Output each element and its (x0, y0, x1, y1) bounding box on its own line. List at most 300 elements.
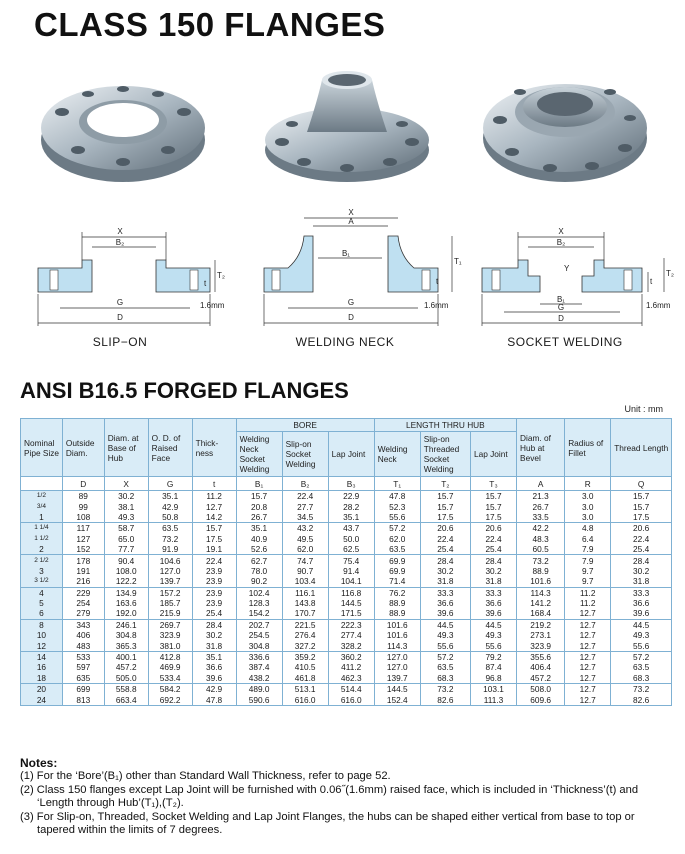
table-cell: 163.6 (104, 598, 148, 608)
col-header: Thick- ness (192, 419, 236, 477)
table-cell: 533 (62, 651, 104, 662)
table-cell: 400.1 (104, 651, 148, 662)
symbol-cell: Q (611, 477, 672, 491)
table-cell: 99 (62, 501, 104, 511)
table-cell: 7.9 (565, 544, 611, 555)
dim-x-label: X (348, 208, 354, 217)
table-cell: 514.4 (328, 684, 374, 695)
table-cell: 25.4 (420, 544, 470, 555)
symbol-cell: B₂ (282, 477, 328, 491)
symbol-cell: D (62, 477, 104, 491)
pipe-size-cell: 2 1/2 (21, 555, 63, 566)
table-cell: 11.2 (565, 598, 611, 608)
dim-thickness-label: t (204, 279, 207, 288)
table-cell: 276.4 (282, 630, 328, 640)
table-cell: 19.1 (192, 544, 236, 555)
table-row (21, 608, 672, 619)
table-cell: 23.9 (192, 576, 236, 587)
table-cell: 141.2 (517, 598, 565, 608)
table-cell: 609.6 (517, 694, 565, 705)
table-cell: 328.2 (328, 640, 374, 651)
table-cell: 68.3 (611, 673, 672, 684)
table-cell: 229 (62, 587, 104, 598)
pipe-size-cell: 24 (21, 694, 63, 705)
table-cell: 116.1 (282, 587, 328, 598)
col-header: Slip-on Socket Welding (282, 432, 328, 477)
table-cell: 9.7 (565, 566, 611, 576)
col-header: Outside Diam. (62, 419, 104, 477)
table-cell: 304.8 (236, 640, 282, 651)
table-cell: 3.0 (565, 512, 611, 523)
table-row (21, 640, 672, 651)
table-cell: 12.7 (565, 673, 611, 684)
table-cell: 90.4 (104, 555, 148, 566)
dim-b2-label: B₂ (115, 238, 125, 247)
table-cell: 88.9 (374, 598, 420, 608)
table-cell: 36.6 (420, 598, 470, 608)
table-cell: 55.6 (471, 640, 517, 651)
table-cell: 489.0 (236, 684, 282, 695)
table-cell: 20.6 (611, 523, 672, 534)
dim-b1-label: B₁ (556, 295, 566, 304)
table-cell: 69.9 (374, 566, 420, 576)
table-cell: 63.5 (420, 662, 470, 672)
dim-thickness-label: t (650, 277, 653, 286)
table-cell: 508.0 (517, 684, 565, 695)
raised-face-label: 1.6mm (200, 301, 225, 310)
table-cell: 15.7 (192, 523, 236, 534)
table-cell: 39.6 (471, 608, 517, 619)
pipe-size-cell: 5 (21, 598, 63, 608)
dim-b2-label: B₂ (556, 238, 566, 247)
table-cell: 157.2 (148, 587, 192, 598)
table-cell: 343 (62, 619, 104, 630)
welding-neck-flange-photo (262, 62, 432, 187)
table-cell: 3.0 (565, 491, 611, 502)
table-cell: 79.2 (471, 651, 517, 662)
table-cell: 21.3 (517, 491, 565, 502)
dim-g-label: G (347, 298, 355, 307)
table-cell: 55.6 (420, 640, 470, 651)
symbol-cell: X (104, 477, 148, 491)
table-cell: 74.7 (282, 555, 328, 566)
note-item: (2) Class 150 flanges except Lap Joint will be furnished with 0.06˝(1.6mm) raised face, which is included in ‘Thickness’(t) and ‘Length through Hub’(T₁),(T₂). (20, 783, 639, 810)
table-cell: 49.3 (611, 630, 672, 640)
symbol-cell: B₃ (328, 477, 374, 491)
table-cell: 152 (62, 544, 104, 555)
table-cell: 50.0 (328, 534, 374, 544)
pipe-size-cell: 18 (21, 673, 63, 684)
table-cell: 33.3 (471, 587, 517, 598)
col-header: Slip-on Threaded Socket Welding (420, 432, 470, 477)
table-cell: 82.6 (611, 694, 672, 705)
table-cell: 28.2 (328, 501, 374, 511)
table-row (21, 523, 672, 534)
col-header: Diam. of Hub at Bevel (517, 419, 565, 477)
table-cell: 387.4 (236, 662, 282, 672)
table-cell: 25.4 (611, 544, 672, 555)
table-cell: 52.3 (374, 501, 420, 511)
table-cell: 277.4 (328, 630, 374, 640)
pipe-size-cell: 20 (21, 684, 63, 695)
table-cell: 102.4 (236, 587, 282, 598)
note-item: (1) For the ‘Bore’(B₁) other than Standard Wall Thickness, refer to page 52. (20, 770, 391, 783)
table-cell: 88.9 (374, 608, 420, 619)
table-cell: 42.2 (517, 523, 565, 534)
col-header: Radius of Fillet (565, 419, 611, 477)
table-cell: 62.0 (282, 544, 328, 555)
table-cell: 30.2 (420, 566, 470, 576)
table-cell: 90.2 (236, 576, 282, 587)
table-cell: 15.7 (420, 501, 470, 511)
table-cell: 15.7 (611, 501, 672, 511)
table-cell: 254.5 (236, 630, 282, 640)
welding-neck-diagram (258, 200, 462, 330)
table-row (21, 673, 672, 684)
pipe-size-cell: 1/2 (21, 491, 63, 502)
table-cell: 406.4 (517, 662, 565, 672)
table-cell: 25.4 (471, 544, 517, 555)
table-cell: 15.7 (611, 491, 672, 502)
table-cell: 88.9 (517, 566, 565, 576)
table-cell: 96.8 (471, 673, 517, 684)
table-row (21, 576, 672, 587)
table-cell: 279 (62, 608, 104, 619)
table-cell: 87.4 (471, 662, 517, 672)
table-cell: 33.3 (420, 587, 470, 598)
pipe-size-cell: 1 1/2 (21, 534, 63, 544)
table-cell: 616.0 (282, 694, 328, 705)
table-cell: 82.6 (420, 694, 470, 705)
table-cell: 127.0 (374, 651, 420, 662)
table-cell: 42.9 (192, 684, 236, 695)
table-cell: 597 (62, 662, 104, 672)
welding-neck-caption: WELDING NECK (295, 335, 395, 349)
dim-x-label: X (117, 227, 123, 236)
table-row (21, 684, 672, 695)
table-cell: 40.9 (236, 534, 282, 544)
table-cell: 533.4 (148, 673, 192, 684)
table-cell: 3.0 (565, 501, 611, 511)
dim-t1-label: T₁ (454, 257, 462, 266)
table-cell: 23.9 (192, 598, 236, 608)
table-cell: 170.7 (282, 608, 328, 619)
symbol-cell: A (517, 477, 565, 491)
table-cell: 44.5 (420, 619, 470, 630)
table-cell: 104.6 (148, 555, 192, 566)
socket-welding-diagram (478, 200, 678, 330)
dim-t2-label: T₂ (217, 271, 225, 280)
dim-thickness-label: t (436, 277, 439, 286)
pipe-size-cell: 4 (21, 587, 63, 598)
symbol-cell: T₂ (420, 477, 470, 491)
table-cell: 73.2 (148, 534, 192, 544)
table-cell: 73.2 (517, 555, 565, 566)
table-cell: 191 (62, 566, 104, 576)
table-cell: 327.2 (282, 640, 328, 651)
table-row (21, 544, 672, 555)
symbol-cell (21, 477, 63, 491)
table-cell: 12.7 (565, 662, 611, 672)
col-header: Lap Joint (328, 432, 374, 477)
table-cell: 215.9 (148, 608, 192, 619)
table-cell: 469.9 (148, 662, 192, 672)
table-cell: 30.2 (192, 630, 236, 640)
table-cell: 26.7 (517, 501, 565, 511)
table-cell: 114.3 (517, 587, 565, 598)
symbol-cell: B₁ (236, 477, 282, 491)
table-cell: 192.0 (104, 608, 148, 619)
table-cell: 108.0 (104, 566, 148, 576)
table-cell: 47.8 (374, 491, 420, 502)
table-cell: 57.2 (611, 651, 672, 662)
table-cell: 221.5 (282, 619, 328, 630)
dim-d-label: D (117, 313, 123, 322)
table-cell: 14.2 (192, 512, 236, 523)
table-cell: 127.0 (374, 662, 420, 672)
table-cell: 30.2 (611, 566, 672, 576)
table-cell: 254 (62, 598, 104, 608)
table-cell: 20.6 (420, 523, 470, 534)
table-cell: 246.1 (104, 619, 148, 630)
table-cell: 134.9 (104, 587, 148, 598)
table-cell: 12.7 (565, 608, 611, 619)
table-cell: 75.4 (328, 555, 374, 566)
table-cell: 28.4 (192, 619, 236, 630)
table-cell: 39.6 (192, 673, 236, 684)
table-cell: 57.2 (420, 651, 470, 662)
pipe-size-cell: 6 (21, 608, 63, 619)
table-cell: 62.0 (374, 534, 420, 544)
table-cell: 616.0 (328, 694, 374, 705)
table-cell: 411.2 (328, 662, 374, 672)
table-cell: 457.2 (517, 673, 565, 684)
table-row (21, 534, 672, 544)
table-cell: 406 (62, 630, 104, 640)
table-cell: 813 (62, 694, 104, 705)
table-cell: 31.8 (420, 576, 470, 587)
table-cell: 35.1 (192, 651, 236, 662)
table-cell: 49.3 (420, 630, 470, 640)
table-cell: 48.3 (517, 534, 565, 544)
pipe-size-cell: 10 (21, 630, 63, 640)
col-header: Thread Length (611, 419, 672, 477)
symbol-cell: G (148, 477, 192, 491)
unit-label: Unit : mm (624, 404, 663, 414)
table-row (21, 491, 672, 502)
table-cell: 65.0 (104, 534, 148, 544)
table-cell: 127.0 (148, 566, 192, 576)
table-cell: 128.3 (236, 598, 282, 608)
table-cell: 22.4 (611, 534, 672, 544)
bore-group-header: BORE (236, 419, 374, 432)
table-cell: 171.5 (328, 608, 374, 619)
table-cell: 12.7 (192, 501, 236, 511)
table-cell: 36.6 (611, 598, 672, 608)
table-cell: 43.7 (328, 523, 374, 534)
table-cell: 513.1 (282, 684, 328, 695)
table-row (21, 566, 672, 576)
table-cell: 47.8 (192, 694, 236, 705)
table-row (21, 694, 672, 705)
table-cell: 692.2 (148, 694, 192, 705)
table-cell: 26.7 (236, 512, 282, 523)
table-cell: 12.7 (565, 694, 611, 705)
dim-y-label: Y (564, 264, 570, 273)
table-row (21, 651, 672, 662)
col-header: O. D. of Raised Face (148, 419, 192, 477)
table-cell: 20.8 (236, 501, 282, 511)
table-cell: 12.7 (565, 630, 611, 640)
table-cell: 116.8 (328, 587, 374, 598)
table-cell: 11.2 (192, 491, 236, 502)
table-cell: 22.4 (471, 534, 517, 544)
table-cell: 438.2 (236, 673, 282, 684)
table-cell: 7.9 (565, 555, 611, 566)
table-cell: 101.6 (374, 619, 420, 630)
table-cell: 108 (62, 512, 104, 523)
table-cell: 139.7 (374, 673, 420, 684)
table-cell: 365.3 (104, 640, 148, 651)
table-cell: 73.2 (420, 684, 470, 695)
table-cell: 139.7 (148, 576, 192, 587)
table-cell: 4.8 (565, 523, 611, 534)
table-row (21, 587, 672, 598)
table-cell: 30.2 (471, 566, 517, 576)
table-cell: 15.7 (471, 491, 517, 502)
col-header: Nominal Pipe Size (21, 419, 63, 477)
raised-face-label: 1.6mm (424, 301, 449, 310)
table-cell: 28.4 (420, 555, 470, 566)
table-cell: 35.1 (236, 523, 282, 534)
table-cell: 17.5 (420, 512, 470, 523)
table-cell: 44.5 (471, 619, 517, 630)
dim-d-label: D (558, 314, 564, 323)
table-cell: 50.8 (148, 512, 192, 523)
dimensions-table (20, 418, 672, 706)
table-cell: 483 (62, 640, 104, 651)
table-cell: 9.7 (565, 576, 611, 587)
table-cell: 35.1 (328, 512, 374, 523)
table-cell: 154.2 (236, 608, 282, 619)
pipe-size-cell: 1 (21, 512, 63, 523)
table-row (21, 662, 672, 672)
symbol-cell: T₃ (471, 477, 517, 491)
table-cell: 336.6 (236, 651, 282, 662)
table-cell: 63.5 (148, 523, 192, 534)
table-cell: 49.3 (104, 512, 148, 523)
table-cell: 558.8 (104, 684, 148, 695)
symbol-cell: t (192, 477, 236, 491)
raised-face-label: 1.6mm (646, 301, 671, 310)
table-cell: 52.6 (236, 544, 282, 555)
table-cell: 127 (62, 534, 104, 544)
table-cell: 457.2 (104, 662, 148, 672)
table-cell: 15.7 (420, 491, 470, 502)
table-cell: 219.2 (517, 619, 565, 630)
table-cell: 360.2 (328, 651, 374, 662)
table-cell: 91.4 (328, 566, 374, 576)
table-cell: 22.4 (420, 534, 470, 544)
table-cell: 62.7 (236, 555, 282, 566)
pipe-size-cell: 2 (21, 544, 63, 555)
table-cell: 635 (62, 673, 104, 684)
table-cell: 77.7 (104, 544, 148, 555)
length-group-header: LENGTH THRU HUB (374, 419, 516, 432)
table-cell: 20.6 (471, 523, 517, 534)
table-cell: 90.7 (282, 566, 328, 576)
table-cell: 144.5 (328, 598, 374, 608)
table-cell: 63.5 (611, 662, 672, 672)
table-cell: 36.6 (192, 662, 236, 672)
notes-heading: Notes: (20, 756, 58, 770)
table-cell: 28.4 (611, 555, 672, 566)
table-cell: 114.3 (374, 640, 420, 651)
table-cell: 122.2 (104, 576, 148, 587)
table-cell: 42.9 (148, 501, 192, 511)
slip-on-diagram (30, 200, 225, 330)
table-cell: 15.7 (471, 501, 517, 511)
table-cell: 355.6 (517, 651, 565, 662)
dim-a-label: A (348, 217, 354, 226)
pipe-size-cell: 3/4 (21, 501, 63, 511)
pipe-size-cell: 3 1/2 (21, 576, 63, 587)
table-cell: 304.8 (104, 630, 148, 640)
col-header: Welding Neck Socket Welding (236, 432, 282, 477)
table-title: ANSI B16.5 FORGED FLANGES (20, 378, 349, 403)
table-cell: 11.2 (565, 587, 611, 598)
table-cell: 505.0 (104, 673, 148, 684)
table-cell: 178 (62, 555, 104, 566)
table-cell: 38.1 (104, 501, 148, 511)
table-cell: 12.7 (565, 619, 611, 630)
table-cell: 39.6 (611, 608, 672, 619)
table-cell: 104.1 (328, 576, 374, 587)
table-cell: 30.2 (104, 491, 148, 502)
table-cell: 23.9 (192, 587, 236, 598)
table-cell: 63.5 (374, 544, 420, 555)
dim-d-label: D (348, 313, 354, 322)
dim-b1-label: B₁ (341, 249, 351, 258)
table-cell: 31.8 (471, 576, 517, 587)
page-title: CLASS 150 FLANGES (34, 6, 386, 43)
table-cell: 699 (62, 684, 104, 695)
table-cell: 68.3 (420, 673, 470, 684)
dim-g-label: G (557, 303, 565, 312)
table-cell: 44.5 (611, 619, 672, 630)
table-cell: 28.4 (471, 555, 517, 566)
table-cell: 6.4 (565, 534, 611, 544)
symbol-cell: R (565, 477, 611, 491)
table-cell: 49.3 (471, 630, 517, 640)
table-cell: 12.7 (565, 651, 611, 662)
table-cell: 273.1 (517, 630, 565, 640)
slip-on-caption: SLIP−ON (92, 335, 148, 349)
pipe-size-cell: 3 (21, 566, 63, 576)
table-cell: 17.5 (471, 512, 517, 523)
table-cell: 34.5 (282, 512, 328, 523)
table-cell: 39.6 (420, 608, 470, 619)
table-row (21, 501, 672, 511)
table-cell: 55.6 (374, 512, 420, 523)
table-cell: 22.4 (192, 555, 236, 566)
table-cell: 49.5 (282, 534, 328, 544)
table-row (21, 630, 672, 640)
table-cell: 111.3 (471, 694, 517, 705)
col-header: Welding Neck (374, 432, 420, 477)
table-cell: 144.5 (374, 684, 420, 695)
table-cell: 62.5 (328, 544, 374, 555)
